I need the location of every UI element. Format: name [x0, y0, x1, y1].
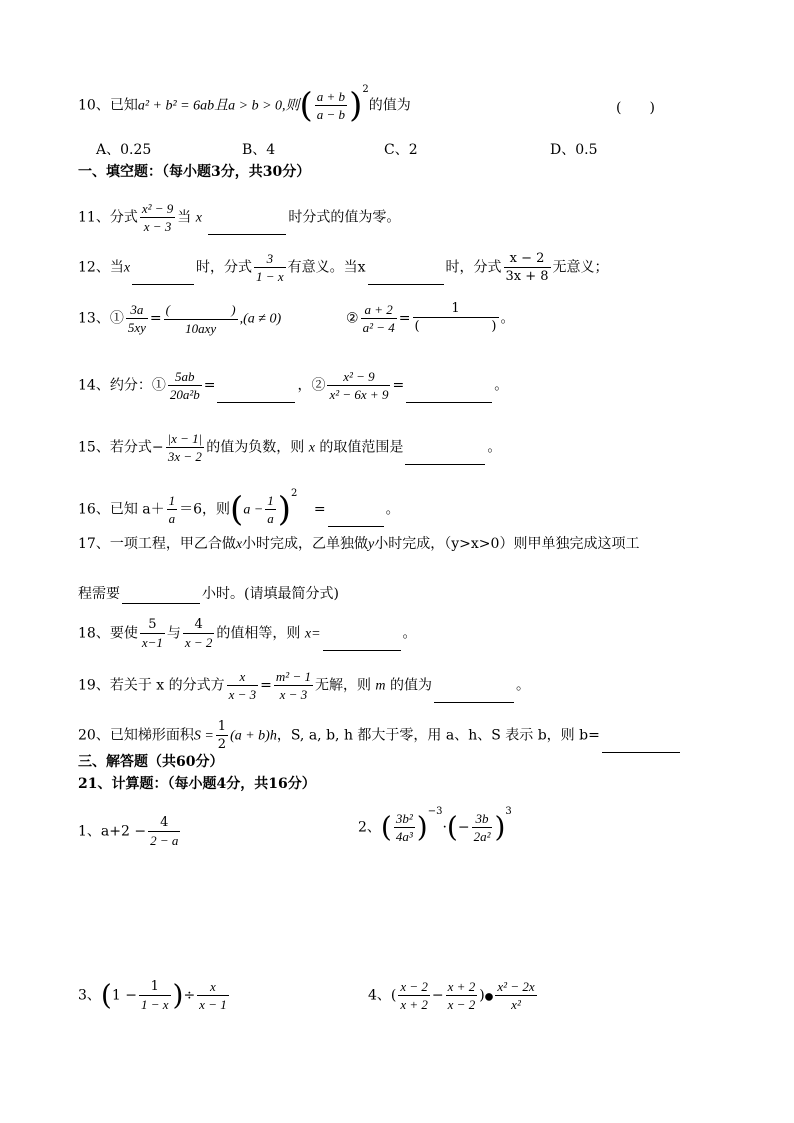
question-10: 10、已知a² + b² = 6ab且a > b > 0,则( $\frac{a + b}{a - b}$ )$^2$的值为 [78, 84, 411, 126]
calc-1: 1、a+2 − $\frac{4}{2 - a}$ [78, 815, 179, 848]
fraction: $\frac{\text{x² − 9}}{x - 3}$ [141, 201, 174, 234]
answer-bracket: ( ) [616, 100, 655, 116]
blank[interactable] [122, 589, 200, 604]
question-11: 11、分式 $\frac{\text{x² − 9}}{x - 3}$ 当 x 时分式的值为零。 [78, 201, 401, 234]
question-20: 20、已知梯形面积S = $\frac{1}{2}$ (a + b)h，S, a, b, h 都大于零，用 a、h、S 表示 b，则 b= [78, 718, 682, 753]
question-16: 16、已知 a＋ $\frac{1}{a}$ ＝6，则(a − $\frac{1}{a}$ )$^2$ = 。 [78, 488, 400, 530]
question-14: 14、约分：① $\frac{5ab}{\text{20a²b}}$ = ，② $\frac{\text{x² − 9}}{\text{x² − 6x + 9}}$ = 。 [78, 369, 509, 402]
question-21-heading: 21、计算题：（每小题4分，共16分） [78, 776, 316, 792]
section-1-heading: 一、填空题：（每小题3分，共30分） [78, 164, 311, 180]
blank[interactable] [132, 270, 194, 285]
blank[interactable] [323, 636, 401, 651]
blank[interactable] [208, 220, 286, 235]
calc-3: 3、(1 − $\frac{1}{1 - x}$ )÷ $\frac{x}{x - 1}$ [78, 978, 227, 1012]
option-d: D、0.5 [550, 142, 598, 158]
fraction: $\frac{a + b}{a - b}$ [316, 89, 346, 122]
question-15: 15、若分式− $\frac{|x - 1|}{3x - 2}$ 的值为负数，则 x 的取值范围是 。 [78, 431, 502, 464]
blank[interactable] [328, 512, 384, 527]
option-c: C、2 [384, 142, 418, 158]
question-19: 19、若关于 x 的分式方 $\frac{x}{x - 3}$ = $\frac{\text{m² − 1}}{x - 3}$ 无解，则 m 的值为 。 [78, 669, 530, 702]
blank[interactable] [602, 738, 680, 753]
question-18: 18、要使 $\frac{5}{x-1}$ 与 $\frac{4}{x - 2}$ 的值相等，则 x= 。 [78, 617, 417, 650]
calc-2: 2、( $\frac{\text{3b²}}{\text{4a³}}$ )$^{-3}$·(− $\frac{3b}{\text{2a²}}$ )$^3$ [358, 806, 512, 844]
blank[interactable] [406, 388, 492, 403]
blank[interactable] [405, 450, 485, 465]
question-17: 17、一项工程，甲乙合做x小时完成，乙单独做y小时完成，（y>x>0）则甲单独完成这项工 [78, 536, 640, 552]
blank[interactable] [434, 688, 514, 703]
calc-4: 4、( $\frac{x - 2}{x + 2}$ − $\frac{x + 2}{x - 2}$ )● $\frac{\text{x² − 2x}}{\text{x²}}$ [368, 979, 535, 1012]
option-a: A、0.25 [96, 142, 152, 158]
option-b: B、4 [242, 142, 276, 158]
section-3-heading: 三、解答题（共60分） [78, 754, 224, 770]
blank[interactable] [217, 388, 295, 403]
blank[interactable] [368, 270, 444, 285]
question-13: 13、① $\frac{3a}{5xy}$ = ( ) 10axy ,(a ≠ 0) ② $\frac{a + 2}{\text{a² − 4}}$ = 1 ( ) 。 [78, 300, 515, 337]
question-12: 12、当x 时，分式 $\frac{3}{1 - x}$ 有意义。当x 时，分式 $\frac{x - 2}{3x + 8}$ 无意义； [78, 251, 609, 284]
question-17-cont: 程需要 小时。(请填最简分式) [78, 586, 339, 602]
